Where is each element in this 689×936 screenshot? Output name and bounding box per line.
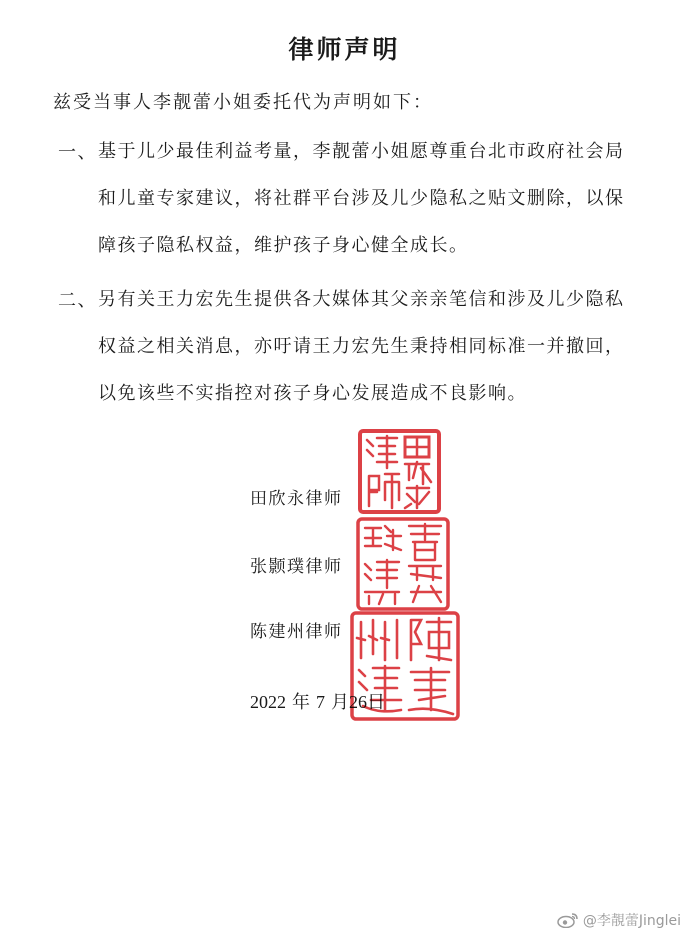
watermark-text: @李靚蕾Jinglei — [582, 913, 681, 929]
lawyer-seal-2 — [355, 516, 451, 612]
signature-lawyer-3: 陈建州律师 — [250, 622, 343, 642]
statement-item-1 — [58, 138, 625, 279]
lawyer-seal-3 — [349, 610, 461, 722]
signature-lawyer-1: 田欣永律师 — [250, 489, 343, 509]
item-line: 和儿童专家建议，将社群平台涉及儿少隐私之贴文删除，以保 — [98, 188, 625, 209]
item-line: 以免该些不实指控对孩子身心发展造成不良影响。 — [98, 383, 527, 404]
date-month: 7 — [316, 692, 325, 712]
weibo-icon — [557, 912, 579, 928]
item-number: 一、 — [58, 142, 97, 163]
item-line: 另有关王力宏先生提供各大媒体其父亲亲笔信和涉及儿少隐私 — [98, 289, 625, 310]
document-title: 律师声明 — [288, 35, 401, 64]
signature-lawyer-2: 张颢璞律师 — [250, 557, 343, 577]
item-number: 二、 — [58, 290, 97, 311]
date-day-unit: 日 — [367, 692, 385, 712]
item-line: 权益之相关消息，亦吁请王力宏先生秉持相同标准一并撤回， — [98, 336, 625, 357]
item-line: 障孩子隐私权益，维护孩子身心健全成长。 — [98, 235, 469, 256]
lawyer-seal-1 — [357, 428, 442, 515]
intro-text: 兹受当事人李靓蕾小姐委托代为声明如下： — [53, 92, 433, 113]
date-year: 2022 — [250, 692, 286, 712]
date-year-unit: 年 — [292, 692, 310, 712]
statement-item-2 — [58, 286, 625, 427]
item-line: 基于儿少最佳利益考量，李靓蕾小姐愿尊重台北市政府社会局 — [98, 141, 625, 162]
weibo-watermark — [557, 910, 681, 930]
date-month-unit: 月 — [331, 692, 349, 712]
date-day: 26 — [349, 692, 367, 712]
